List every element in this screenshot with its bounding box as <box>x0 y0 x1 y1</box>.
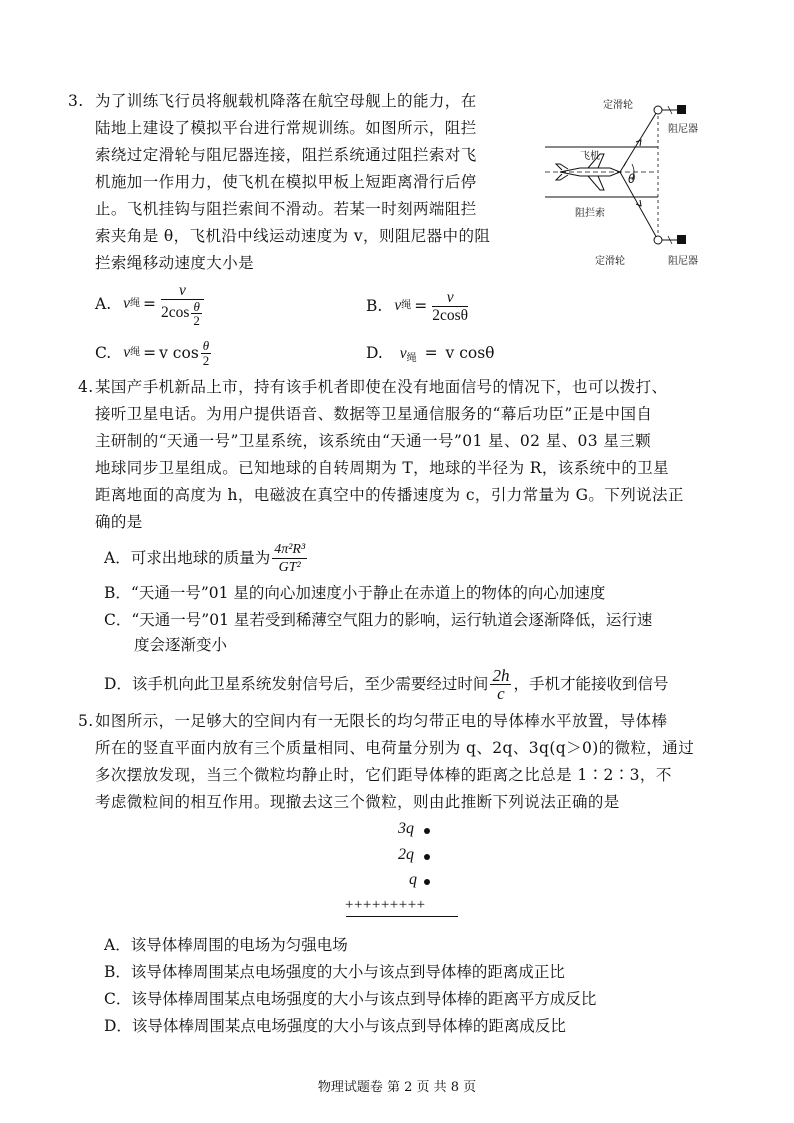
q4-option-c-line-2: 度会逐渐变小 <box>134 636 228 654</box>
q3-option-a-v: v <box>123 295 131 312</box>
q3-option-a-eq: = <box>143 295 157 313</box>
q3-option-b-sub: 绳 <box>401 300 412 311</box>
q3-option-a-numerator: v <box>161 282 204 300</box>
page-footer: 物理试题卷 第 2 页 共 8 页 <box>317 1080 477 1095</box>
q3-option-d-label: D. <box>366 344 383 362</box>
damper-bottom-icon <box>677 235 686 244</box>
q5-option-d: D．该导体棒周围某点电场强度的大小与该点到导体棒的距离成反比 <box>104 1017 566 1035</box>
q3-line-4: 机施加一作用力，使飞机在模拟甲板上短距离滑行后停 <box>95 173 477 191</box>
q3-option-c-v: v <box>123 344 131 361</box>
q3-option-d-rhs: v cosθ <box>445 344 495 362</box>
q4-option-d-text: D．该手机向此卫星系统发射信号后，至少需要经过时间 <box>104 675 489 693</box>
figure-label-cable: 阻拦索 <box>575 208 605 219</box>
pulley-bottom-icon <box>654 236 662 244</box>
q3-number: 3. <box>68 92 84 110</box>
q4-line-5: 距离地面的高度为 h，电磁波在真空中的传播速度为 c，引力常量为 G。下列说法正 <box>95 486 684 504</box>
q5-line-3: 多次摆放发现，当三个微粒均静止时，它们距导体棒的距离之比总是 1∶2∶3，不 <box>95 766 672 784</box>
q4-line-2: 接听卫星电话。为用户提供语音、数据等卫星通信服务的“幕后功臣”正是中国自 <box>95 405 653 423</box>
q4-line-1: 某国产手机新品上市，持有该手机者即使在没有地面信号的情况下，也可以拨打、 <box>95 378 668 396</box>
q3-option-b-v: v <box>394 297 402 314</box>
q5-option-c: C．该导体棒周围某点电场强度的大小与该点到导体棒的距离平方成反比 <box>104 990 597 1008</box>
q4-option-d <box>104 662 668 706</box>
q3-line-2: 陆地上建设了模拟平台进行常规训练。如图所示，阻拦 <box>95 119 477 137</box>
figure-label-theta: θ <box>628 172 636 186</box>
q3-option-d-v: v <box>399 345 407 362</box>
charge-3q-label: 3q <box>398 820 414 837</box>
q4-option-d-denominator: c <box>497 683 505 703</box>
q3-option-b-denominator: 2cosθ <box>432 306 469 324</box>
q3-option-a <box>95 282 206 326</box>
q4-option-a-denominator: GT² <box>278 559 301 575</box>
figure-label-pulley-top: 定滑轮 <box>603 100 633 111</box>
charge-2q-dot <box>424 854 430 860</box>
q4-option-a-fraction <box>272 541 307 576</box>
q3-line-6: 索夹角是 θ，飞机沿中线运动速度为 v，则阻尼器中的阻 <box>95 227 491 245</box>
charged-rod-line <box>346 916 458 917</box>
q5-line-2: 所在的竖直平面内放有三个质量相同、电荷量分别为 q、2q、3q(q＞0)的微粒，通过 <box>95 739 695 757</box>
q3-option-a-half-theta <box>191 300 201 327</box>
q4-line-3: 主研制的“天通一号”卫星系统，该系统由“天通一号”01 星、02 星、03 星三颗 <box>95 432 652 450</box>
charge-2q-label: 2q <box>398 846 414 863</box>
q3-option-a-two: 2 <box>193 312 200 328</box>
q3-option-d-eq: = <box>424 344 438 362</box>
charge-3q-dot <box>424 828 430 834</box>
q4-line-4: 地球同步卫星组成。已知地球的自转周期为 T，地球的半径为 R，该系统中的卫星 <box>95 459 670 477</box>
charged-rod: +++++++++ <box>345 897 426 913</box>
q4-option-d-numerator: 2h <box>492 665 510 685</box>
q3-option-a-den: 2cos <box>161 303 190 321</box>
q4-option-d-fraction <box>490 667 511 702</box>
q4-option-a-numerator: 4π²R³ <box>274 541 306 557</box>
q4-option-d-tail: ，手机才能接收到信号 <box>513 675 669 693</box>
q3-line-3: 索绕过定滑轮与阻尼器连接，阻拦系统通过阻拦索对飞 <box>95 146 477 164</box>
q5-line-4: 考虑微粒间的相互作用。现撤去这三个微粒，则由此推断下列说法正确的是 <box>95 793 620 811</box>
q5-option-b: B．该导体棒周围某点电场强度的大小与该点到导体棒的距离成正比 <box>104 963 565 981</box>
q4-option-a-text: A．可求出地球的质量为 <box>104 549 271 567</box>
q3-option-d-sub: 绳 <box>406 353 417 364</box>
figure-label-damper-top: 阻尼器 <box>668 124 698 135</box>
q3-option-c-eq: = <box>143 344 157 362</box>
q3-option-b-fraction <box>432 289 468 324</box>
q5-option-a: A．该导体棒周围的电场为匀强电场 <box>104 936 348 954</box>
q5-line-1: 如图所示，一足够大的空间内有一无限长的均匀带正电的导体棒水平放置，导体棒 <box>95 712 668 730</box>
q3-option-b <box>366 286 470 326</box>
charge-q-dot <box>424 879 430 885</box>
q3-option-c-sub: 绳 <box>130 347 141 358</box>
figure-label-damper-bottom: 阻尼器 <box>668 256 698 267</box>
q3-option-d <box>366 343 495 369</box>
q3-option-c <box>95 336 213 370</box>
q3-line-1: 为了训练飞行员将舰载机降落在航空母舰上的能力，在 <box>95 92 477 110</box>
arresting-cable-figure <box>540 92 740 272</box>
q3-option-c-theta: θ <box>202 337 210 353</box>
q3-option-a-fraction <box>161 282 204 327</box>
q4-line-6: 确的是 <box>95 513 143 531</box>
q3-option-b-label: B. <box>366 297 383 315</box>
figure-label-pulley-bottom: 定滑轮 <box>595 256 625 267</box>
q4-option-a <box>104 538 309 578</box>
q3-line-7: 拦索绳移动速度大小是 <box>95 254 255 272</box>
q3-option-c-label: C. <box>95 344 112 362</box>
q3-option-c-rhs: v cos <box>159 344 199 362</box>
q4-option-c-line-1: C．“天通一号”01 星若受到稀薄空气阻力的影响，运行轨道会逐渐降低，运行速 <box>104 611 653 629</box>
q3-option-a-label: A. <box>95 295 112 313</box>
figure-label-plane: 飞机 <box>580 151 600 162</box>
charge-q-label: q <box>409 871 417 888</box>
q3-option-a-sub: 绳 <box>130 298 141 309</box>
q4-option-b: B．“天通一号”01 星的向心加速度小于静止在赤道上的物体的向心加速度 <box>104 584 606 602</box>
q3-option-a-denominator <box>161 300 204 327</box>
q3-option-b-eq: = <box>414 297 428 315</box>
q3-option-b-numerator: v <box>432 289 468 307</box>
q3-line-5: 止。飞机挂钩与阻拦索间不滑动。若某一时刻两端阻拦 <box>95 200 477 218</box>
q4-number: 4. <box>78 378 94 396</box>
q3-option-c-half-theta <box>201 339 211 368</box>
pulley-top-icon <box>654 106 662 114</box>
q3-option-c-two: 2 <box>202 352 210 368</box>
damper-top-icon <box>677 105 686 114</box>
q3-option-a-theta: θ <box>193 298 200 314</box>
q5-number: 5. <box>78 712 94 730</box>
